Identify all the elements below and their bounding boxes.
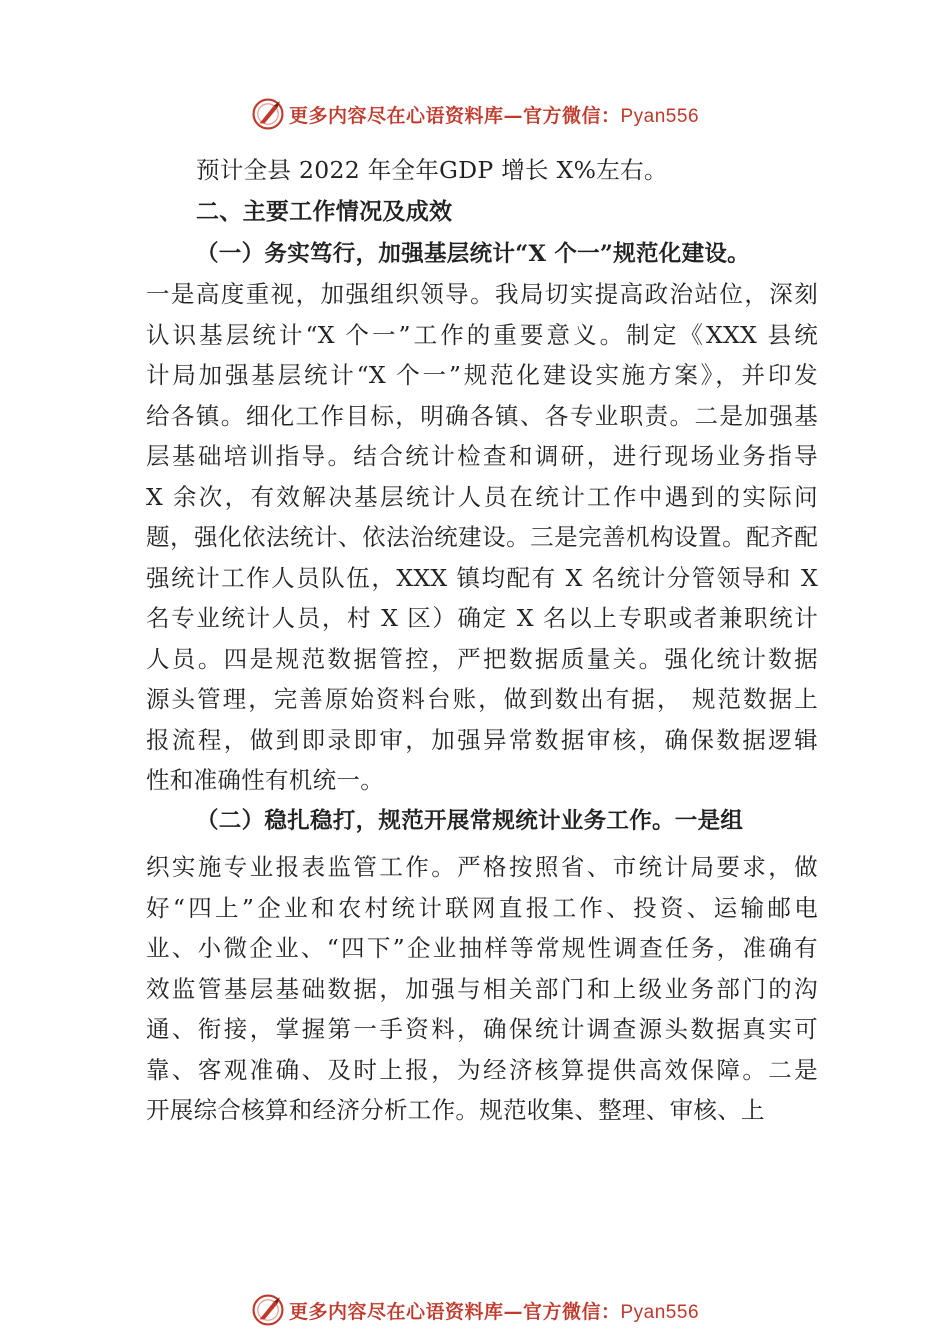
quill-logo-icon xyxy=(251,97,285,131)
paragraph-line: 强统计工作人员队伍，XXX 镇均配有 X 名统计分管领导和 X xyxy=(146,563,818,592)
paragraph-line: 源头管理，完善原始资料台账，做到数出有据， 规范数据上 xyxy=(146,685,818,713)
paragraph-line: 靠、客观准确、及时上报，为经济核算提供高效保障。二是 xyxy=(146,1055,818,1084)
quill-logo-icon xyxy=(251,1293,285,1327)
intro-line: 预计全县 2022 年全年GDP 增长 X%左右。 xyxy=(196,156,668,184)
paragraph-line: 认识基层统计“X 个一”工作的重要意义。制定《XXX 县统 xyxy=(146,320,818,349)
subsection-title-2: （二）稳扎稳打，规范开展常规统计业务工作。一是组 xyxy=(196,807,744,834)
paragraph-line: 效监管基层基础数据，加强与相关部门和上级业务部门的沟 xyxy=(146,974,818,1003)
paragraph-line: 名专业统计人员，村 X 区）确定 X 名以上专职或者兼职统计 xyxy=(146,604,818,632)
watermark-text: 更多内容尽在心语资料库—官方微信：Pyan556 xyxy=(288,104,700,127)
document-body xyxy=(146,150,818,1131)
paragraph-line: 通、衔接，掌握第一手资料，确保统计调查源头数据真实可 xyxy=(146,1015,818,1043)
paragraph-line: 给各镇。细化工作目标，明确各镇、各专业职责。二是加强基 xyxy=(146,401,818,430)
paragraph-line: 报流程，做到即录即审，加强异常数据审核，确保数据逻辑 xyxy=(146,725,818,754)
section-heading: 二、主要工作情况及成效 xyxy=(196,198,453,225)
subsection-title-1: （一）务实笃行，加强基层统计“X 个一”规范化建设。 xyxy=(196,240,750,267)
paragraph-line: 好“四上”企业和农村统计联网直报工作、投资、运输邮电 xyxy=(146,893,818,922)
paragraph-line: 业、小微企业、“四下”企业抽样等常规性调查任务，准确有 xyxy=(146,934,818,962)
paragraph-line: 计局加强基层统计“X 个一”规范化建设实施方案》，并印发 xyxy=(146,361,818,389)
paragraph-line: 人员。四是规范数据管控，严把数据质量关。强化统计数据 xyxy=(146,644,818,673)
paragraph-line: X 余次，有效解决基层统计人员在统计工作中遇到的实际问 xyxy=(146,482,818,511)
paragraph-line: 一是高度重视，加强组织领导。我局切实提高政治站位，深刻 xyxy=(146,280,818,308)
paragraph-line: 织实施专业报表监管工作。严格按照省、市统计局要求，做 xyxy=(146,853,818,881)
paragraph-line: 开展综合核算和经济分析工作。规范收集、整理、审核、上 xyxy=(146,1096,765,1124)
paragraph-line: 性和准确性有机统一。 xyxy=(146,766,384,794)
watermark-text: 更多内容尽在心语资料库—官方微信：Pyan556 xyxy=(288,1300,700,1323)
watermark-footer xyxy=(0,1290,950,1330)
watermark-header xyxy=(0,94,950,134)
paragraph-line: 层基础培训指导。结合统计检查和调研，进行现场业务指导 xyxy=(146,442,818,470)
paragraph-line: 题，强化依法统计、依法治统建设。三是完善机构设置。配齐配 xyxy=(146,523,818,551)
